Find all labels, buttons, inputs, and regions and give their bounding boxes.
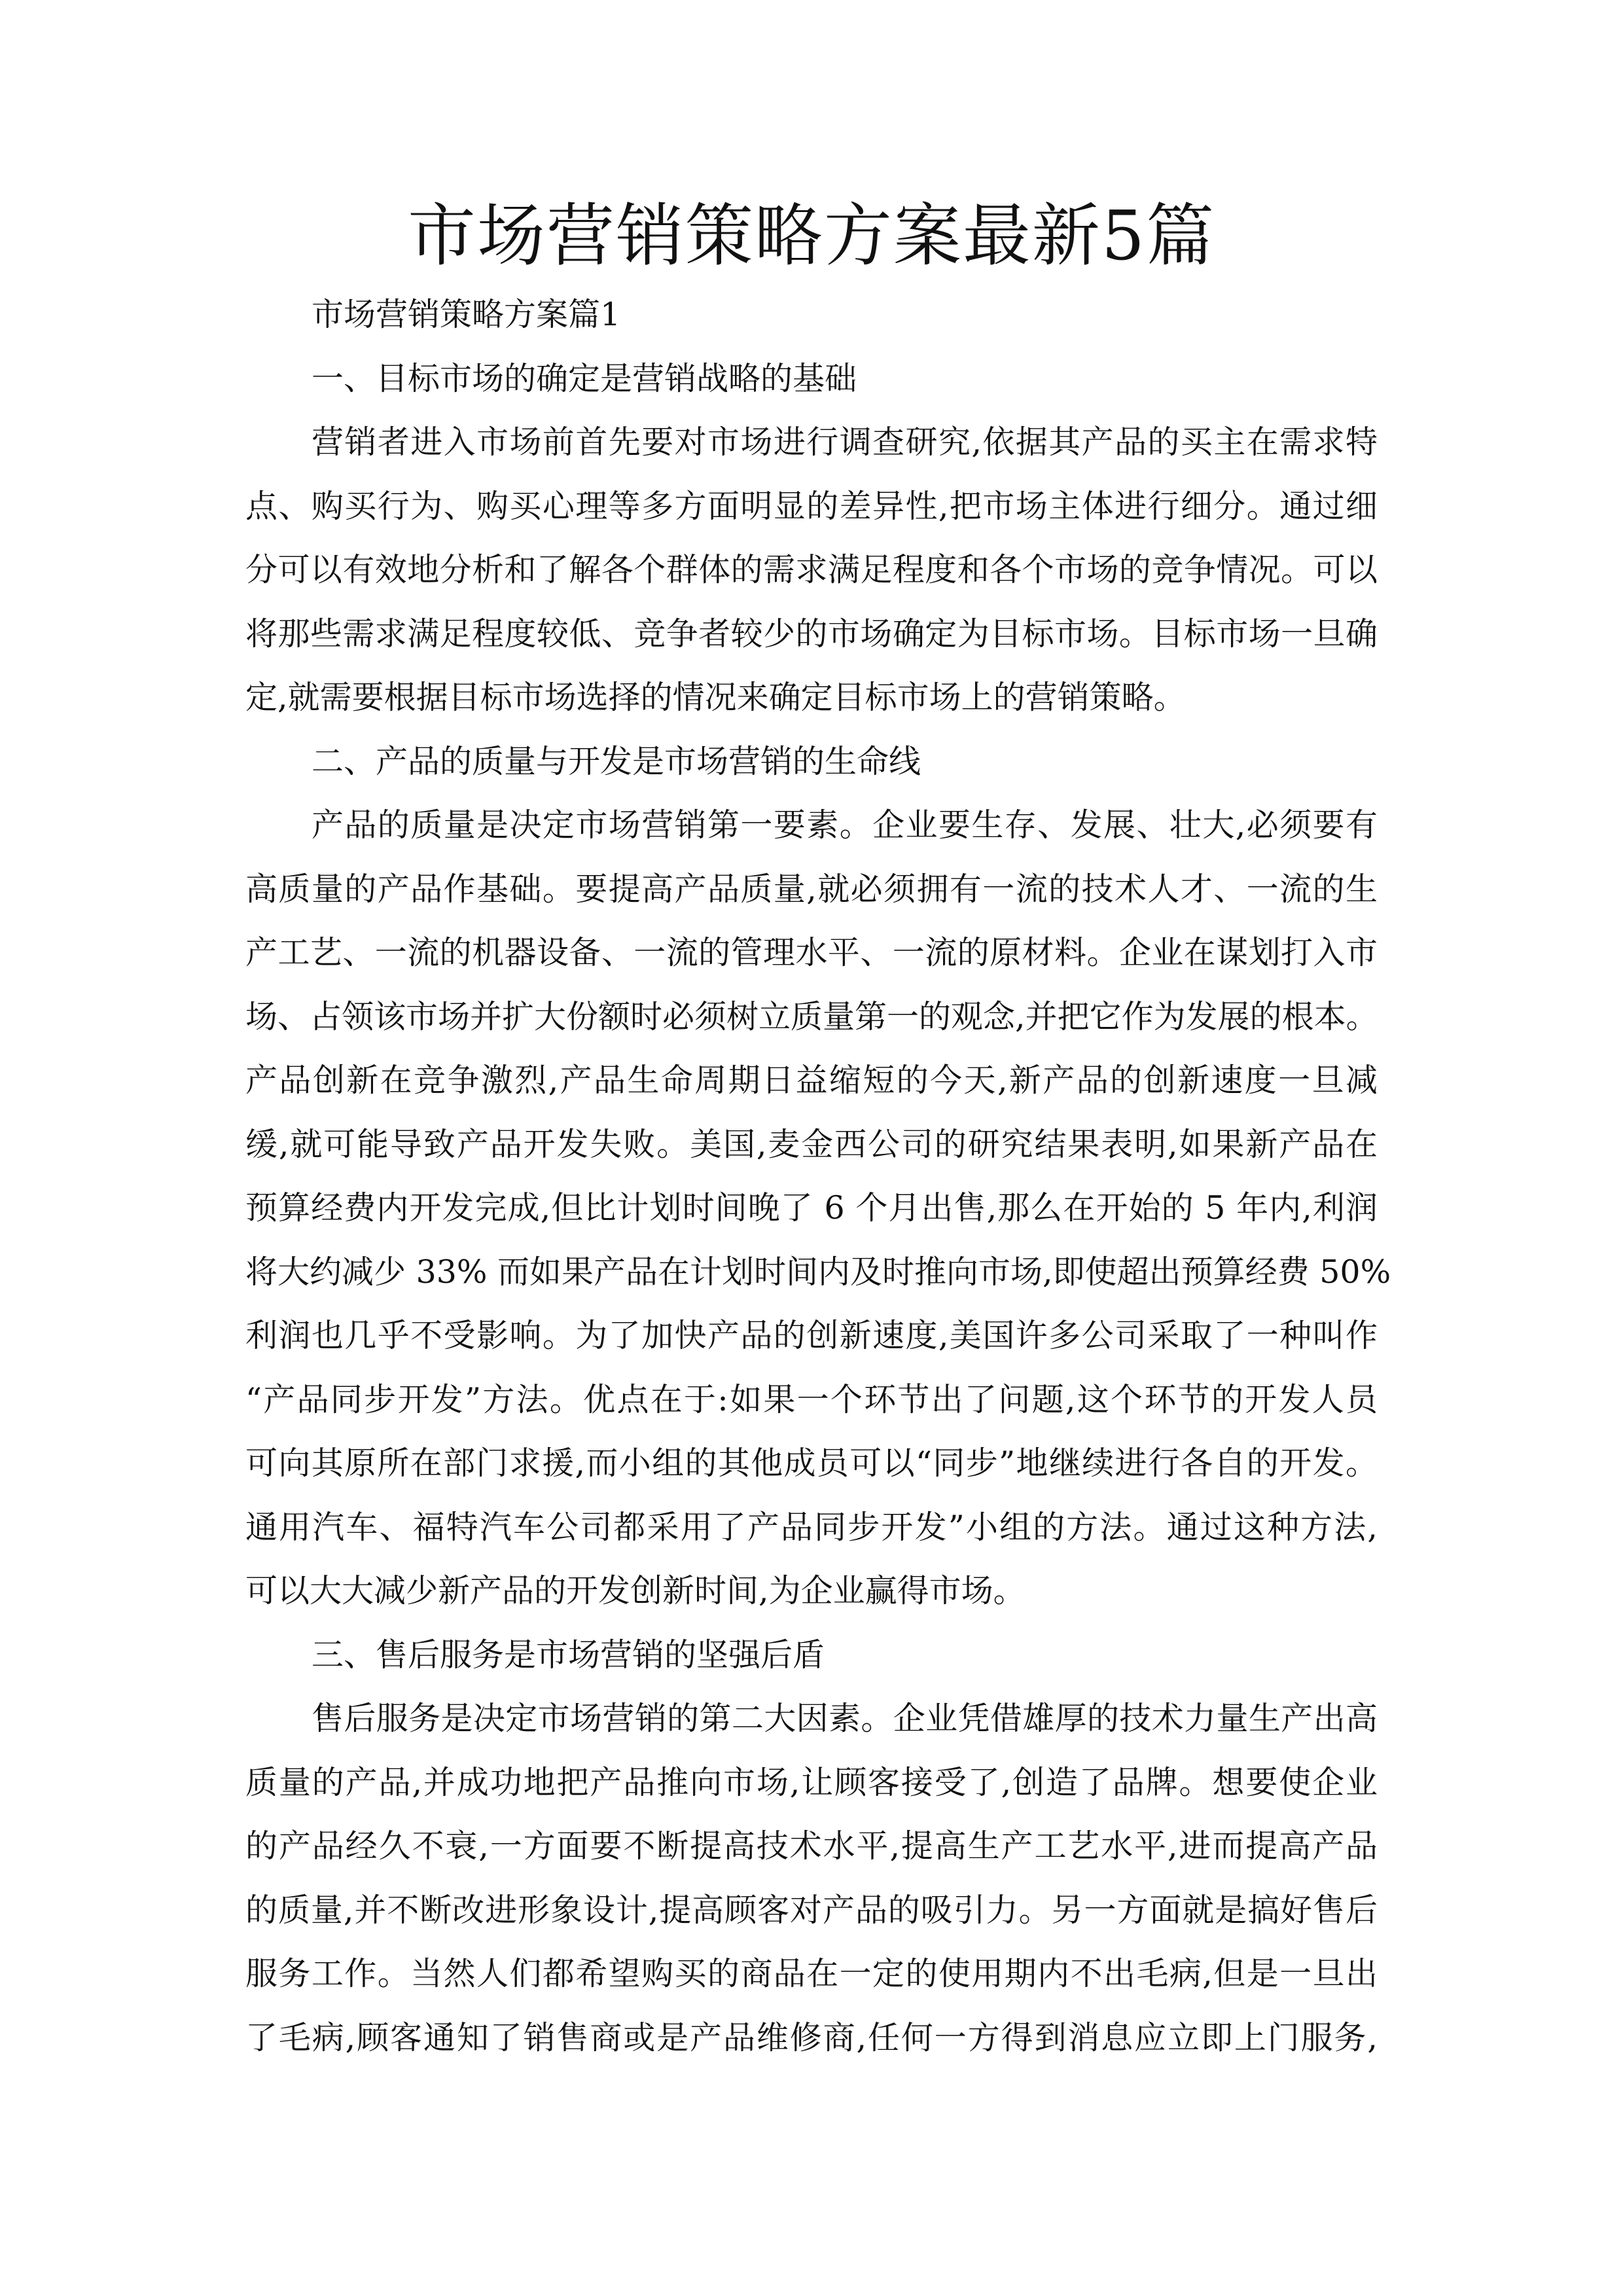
paragraph-line: 分可以有效地分析和了解各个群体的需求满足程度和各个市场的竞争情况。可以 [245, 551, 1378, 588]
paragraph-line: 产工艺、一流的机器设备、一流的管理水平、一流的原材料。企业在谋划打入市 [245, 934, 1378, 971]
paragraph-line: 缓,就可能导致产品开发失败。美国,麦金西公司的研究结果表明,如果新产品在 [245, 1125, 1378, 1163]
section-heading: 三、售后服务是市场营销的坚强后盾 [312, 1636, 825, 1674]
paragraph-line: 场、占领该市场并扩大份额时必须树立质量第一的观念,并把它作为发展的根本。 [245, 997, 1378, 1035]
paragraph-line: 定,就需要根据目标市场选择的情况来确定目标市场上的营销策略。 [245, 679, 1186, 716]
section-heading: 二、产品的质量与开发是市场营销的生命线 [312, 742, 921, 780]
paragraph-line: 了毛病,顾客通知了销售商或是产品维修商,任何一方得到消息应立即上门服务, [245, 2018, 1378, 2056]
paragraph-line: 通用汽车、福特汽车公司都采用了产品同步开发”小组的方法。通过这种方法, [245, 1508, 1378, 1546]
paragraph-line: 的产品经久不衰,一方面要不断提高技术水平,提高生产工艺水平,进而提高产品 [245, 1827, 1378, 1865]
paragraph-line: 可以大大减少新产品的开发创新时间,为企业赢得市场。 [245, 1572, 1026, 1609]
paragraph-line: 产品创新在竞争激烈,产品生命周期日益缩短的今天,新产品的创新速度一旦减 [245, 1062, 1378, 1099]
paragraph-line: 将大约减少 33% 而如果产品在计划时间内及时推向市场,即使超出预算经费 50% [245, 1253, 1391, 1291]
document-body [245, 283, 1391, 2070]
section-subtitle: 市场营销策略方案篇1 [312, 296, 621, 333]
paragraph-line: 售后服务是决定市场营销的第二大因素。企业凭借雄厚的技术力量生产出高 [312, 1700, 1378, 1737]
paragraph-line: 预算经费内开发完成,但比计划时间晚了 6 个月出售,那么在开始的 5 年内,利润 [245, 1189, 1378, 1227]
paragraph-line: 的质量,并不断改进形象设计,提高顾客对产品的吸引力。另一方面就是搞好售后 [245, 1891, 1378, 1929]
paragraph-line: 营销者进入市场前首先要对市场进行调查研究,依据其产品的买主在需求特 [312, 423, 1378, 461]
document-title: 市场营销策略方案最新5篇 [407, 196, 1216, 276]
paragraph-line: “产品同步开发”方法。优点在于:如果一个环节出了问题,这个环节的开发人员 [245, 1380, 1378, 1418]
paragraph-line: 高质量的产品作基础。要提高产品质量,就必须拥有一流的技术人才、一流的生 [245, 870, 1378, 908]
paragraph-line: 将那些需求满足程度较低、竞争者较少的市场确定为目标市场。目标市场一旦确 [245, 615, 1378, 653]
paragraph-line: 产品的质量是决定市场营销第一要素。企业要生存、发展、壮大,必须要有 [312, 806, 1378, 844]
paragraph-line: 可向其原所在部门求援,而小组的其他成员可以“同步”地继续进行各自的开发。 [245, 1444, 1378, 1482]
paragraph-line: 利润也几乎不受影响。为了加快产品的创新速度,美国许多公司采取了一种叫作 [245, 1317, 1378, 1354]
paragraph-line: 服务工作。当然人们都希望购买的商品在一定的使用期内不出毛病,但是一旦出 [245, 1955, 1378, 1992]
section-heading: 一、目标市场的确定是营销战略的基础 [312, 359, 857, 397]
paragraph-line: 点、购买行为、购买心理等多方面明显的差异性,把市场主体进行细分。通过细 [245, 487, 1378, 525]
paragraph-line: 质量的产品,并成功地把产品推向市场,让顾客接受了,创造了品牌。想要使企业 [245, 1763, 1378, 1801]
